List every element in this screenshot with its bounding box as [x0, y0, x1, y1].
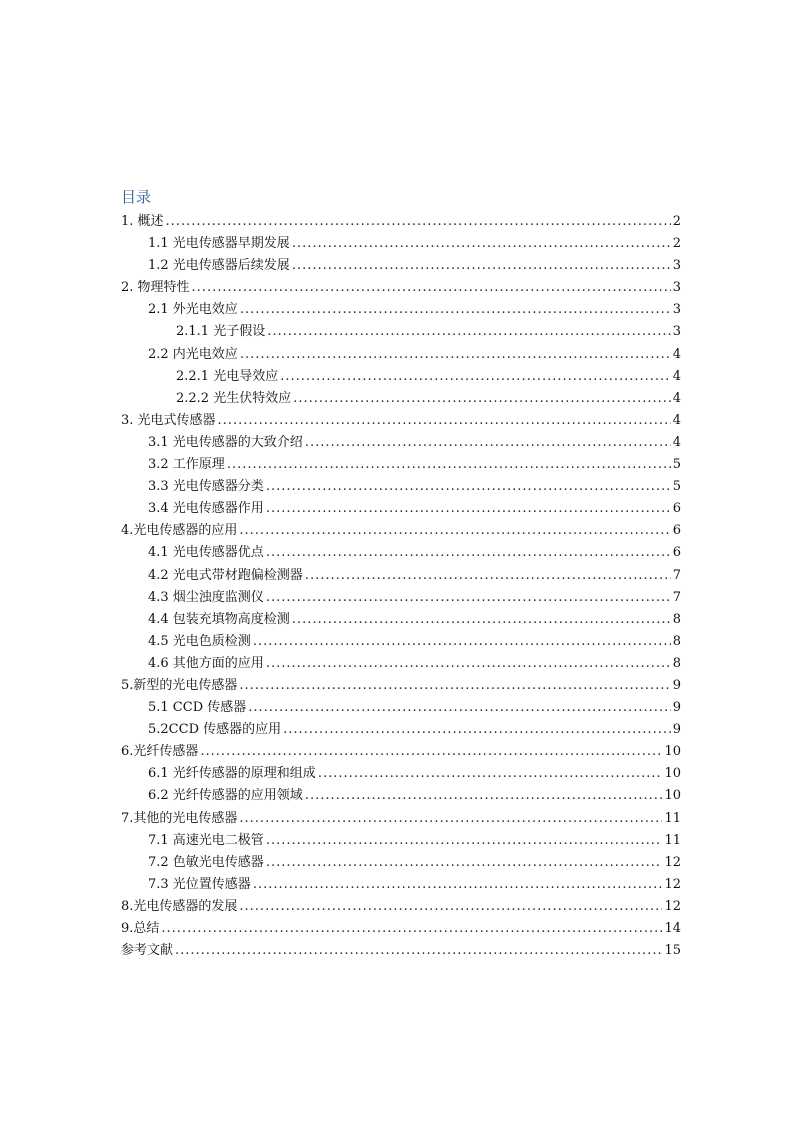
toc-entry-text: 1.2 光电传感器后续发展 [148, 258, 290, 274]
toc-entry-text: 7.1 高速光电二极管 [148, 832, 264, 848]
toc-entry-text: 4.4 包装充填物高度检测 [148, 611, 290, 627]
toc-entry[interactable] [121, 520, 681, 542]
toc-entry-text: 3. 光电式传感器 [121, 412, 216, 428]
toc-page-number: 3 [672, 324, 681, 340]
toc-dot-leader [200, 741, 662, 763]
toc-dot-leader [192, 277, 671, 299]
toc-page-number: 5 [672, 479, 681, 495]
toc-entry[interactable] [121, 808, 681, 830]
toc-page-number: 3 [672, 302, 681, 318]
toc-page-number: 12 [664, 898, 681, 914]
toc-dot-leader [293, 388, 671, 410]
toc-entry-text: 2.1.1 光子假设 [176, 324, 266, 340]
toc-entry-text: 4.1 光电传感器优点 [148, 545, 264, 561]
toc-entry-text: 7.2 色敏光电传感器 [148, 854, 264, 870]
toc-dot-leader [305, 565, 671, 587]
toc-entry[interactable] [121, 896, 681, 918]
toc-entry-text: 2.2 内光电效应 [148, 346, 238, 362]
toc-entry-text: 5.1 CCD 传感器 [148, 700, 247, 716]
toc-entry-text: 4.6 其他方面的应用 [148, 655, 264, 671]
toc-dot-leader [166, 211, 671, 233]
toc-page-number: 7 [672, 567, 681, 583]
toc-entry[interactable] [121, 211, 681, 233]
toc-dot-leader [292, 609, 671, 631]
toc-dot-leader [267, 321, 671, 343]
toc-entry[interactable] [121, 366, 681, 388]
toc-dot-leader [266, 542, 671, 564]
toc-entry[interactable] [121, 609, 681, 631]
toc-dot-leader [266, 653, 671, 675]
toc-entry[interactable] [121, 277, 681, 299]
toc-page-number: 4 [672, 390, 681, 406]
toc-entry-text: 7.其他的光电传感器 [121, 810, 238, 826]
toc-page-number: 8 [672, 633, 681, 649]
toc-entry[interactable] [121, 432, 681, 454]
toc-dot-leader [227, 454, 671, 476]
toc-entry-text: 5.2CCD 传感器的应用 [148, 722, 282, 738]
toc-page-number: 9 [672, 722, 681, 738]
toc-entry-text: 3.2 工作原理 [148, 457, 225, 473]
toc-title: 目录 [121, 188, 152, 206]
toc-entry[interactable] [121, 299, 681, 321]
toc-entry-text: 3.4 光电传感器作用 [148, 501, 264, 517]
toc-entry-text: 1. 概述 [121, 214, 164, 229]
toc-entry-text: 3.3 光电传感器分类 [148, 479, 264, 495]
toc-page-number: 11 [664, 810, 681, 826]
toc-page-number: 7 [672, 589, 681, 605]
toc-entry[interactable] [121, 410, 681, 432]
toc-entry-text: 4.5 光电色质检测 [148, 633, 251, 649]
toc-entry-text: 4.3 烟尘浊度监测仪 [148, 589, 264, 605]
toc-page-number: 6 [672, 523, 681, 539]
toc-page-number: 12 [664, 854, 681, 870]
toc-entry[interactable] [121, 565, 681, 587]
toc-dot-leader [239, 808, 662, 830]
toc-page-number: 8 [672, 655, 681, 671]
toc-dot-leader [253, 631, 671, 653]
toc-entry-text: 7.3 光位置传感器 [148, 876, 251, 892]
toc-dot-leader [292, 255, 671, 277]
toc-entry-text: 8.光电传感器的发展 [121, 898, 238, 914]
toc-dot-leader [240, 299, 671, 321]
toc-dot-leader [305, 785, 663, 807]
toc-dot-leader [280, 366, 671, 388]
toc-entry[interactable] [121, 874, 681, 896]
toc-entry[interactable] [121, 454, 681, 476]
toc-page-number: 15 [664, 943, 681, 959]
toc-entry[interactable] [121, 697, 681, 719]
toc-page-number: 4 [672, 412, 681, 428]
toc-dot-leader [239, 896, 662, 918]
toc-dot-leader [266, 587, 671, 609]
toc-entry-text: 2.1 外光电效应 [148, 302, 238, 318]
toc-entry[interactable] [121, 233, 681, 255]
toc-entry[interactable] [121, 719, 681, 741]
toc-dot-leader [239, 675, 670, 697]
toc-entry[interactable] [121, 255, 681, 277]
toc-entry[interactable] [121, 763, 681, 785]
toc-entry-text: 6.1 光纤传感器的原理和组成 [148, 766, 316, 782]
toc-dot-leader [248, 697, 670, 719]
toc-entry-text: 参考文献 [121, 943, 174, 959]
toc-page-number: 9 [672, 700, 681, 716]
toc-dot-leader [218, 410, 671, 432]
toc-dot-leader [266, 852, 663, 874]
toc-entry-text: 4.2 光电式带材跑偏检测器 [148, 567, 303, 583]
toc-dot-leader [240, 344, 671, 366]
toc-dot-leader [161, 918, 662, 940]
toc-page-number: 6 [672, 501, 681, 517]
toc-dot-leader [175, 940, 662, 962]
toc-page-number: 10 [664, 744, 681, 760]
toc-dot-leader [283, 719, 671, 741]
toc-entry[interactable] [121, 476, 681, 498]
toc-entry[interactable] [121, 653, 681, 675]
toc-entry[interactable] [121, 918, 681, 940]
toc-page-number: 11 [664, 832, 681, 848]
toc-dot-leader [305, 432, 671, 454]
toc-entry-text: 1.1 光电传感器早期发展 [148, 236, 290, 252]
toc-entry[interactable] [121, 940, 681, 962]
toc-entry[interactable] [121, 587, 681, 609]
toc-entry[interactable] [121, 344, 681, 366]
toc-dot-leader [318, 763, 663, 785]
toc-page-number: 4 [672, 434, 681, 450]
toc-page-number: 6 [672, 545, 681, 561]
toc-page-number: 9 [672, 677, 681, 693]
toc-entry-text: 6.光纤传感器 [121, 744, 199, 760]
toc-entry-text: 2. 物理特性 [121, 280, 190, 296]
toc-page-number: 3 [672, 258, 681, 274]
toc-dot-leader [266, 476, 671, 498]
toc-entry[interactable] [121, 785, 681, 807]
toc-page-number: 4 [672, 368, 681, 384]
toc-entry-text: 4.光电传感器的应用 [121, 523, 238, 539]
toc-page-number: 12 [664, 876, 681, 892]
toc-page-number: 4 [672, 346, 681, 362]
toc-entry-text: 2.2.2 光生伏特效应 [176, 390, 292, 406]
toc-entry[interactable] [121, 542, 681, 564]
toc-entry[interactable] [121, 741, 681, 763]
toc-entry-text: 9.总结 [121, 921, 160, 936]
toc-dot-leader [266, 498, 671, 520]
toc-entry[interactable] [121, 830, 681, 852]
toc-dot-leader [239, 520, 670, 542]
toc-dot-leader [266, 830, 663, 852]
toc-page-number: 8 [672, 611, 681, 627]
toc-entry[interactable] [121, 498, 681, 520]
toc-entry-text: 2.2.1 光电导效应 [176, 368, 279, 384]
toc-entry-text: 6.2 光纤传感器的应用领域 [148, 788, 303, 804]
toc-page-number: 5 [672, 457, 681, 473]
toc-page-number: 3 [672, 280, 681, 296]
toc-entry-text: 3.1 光电传感器的大致介绍 [148, 434, 303, 450]
toc-page-number: 14 [664, 921, 681, 936]
toc-entry[interactable] [121, 631, 681, 653]
toc-dot-leader [253, 874, 663, 896]
toc-entry[interactable] [121, 852, 681, 874]
toc-page-number: 10 [664, 788, 681, 804]
toc-entry-text: 5.新型的光电传感器 [121, 677, 238, 693]
toc-page-number: 10 [664, 766, 681, 782]
toc-entry[interactable] [121, 321, 681, 343]
toc-page-number: 2 [672, 214, 681, 229]
toc-entry[interactable] [121, 675, 681, 697]
toc-entry[interactable] [121, 388, 681, 410]
toc-dot-leader [292, 233, 671, 255]
toc-list [121, 211, 681, 962]
toc-page-number: 2 [672, 236, 681, 252]
